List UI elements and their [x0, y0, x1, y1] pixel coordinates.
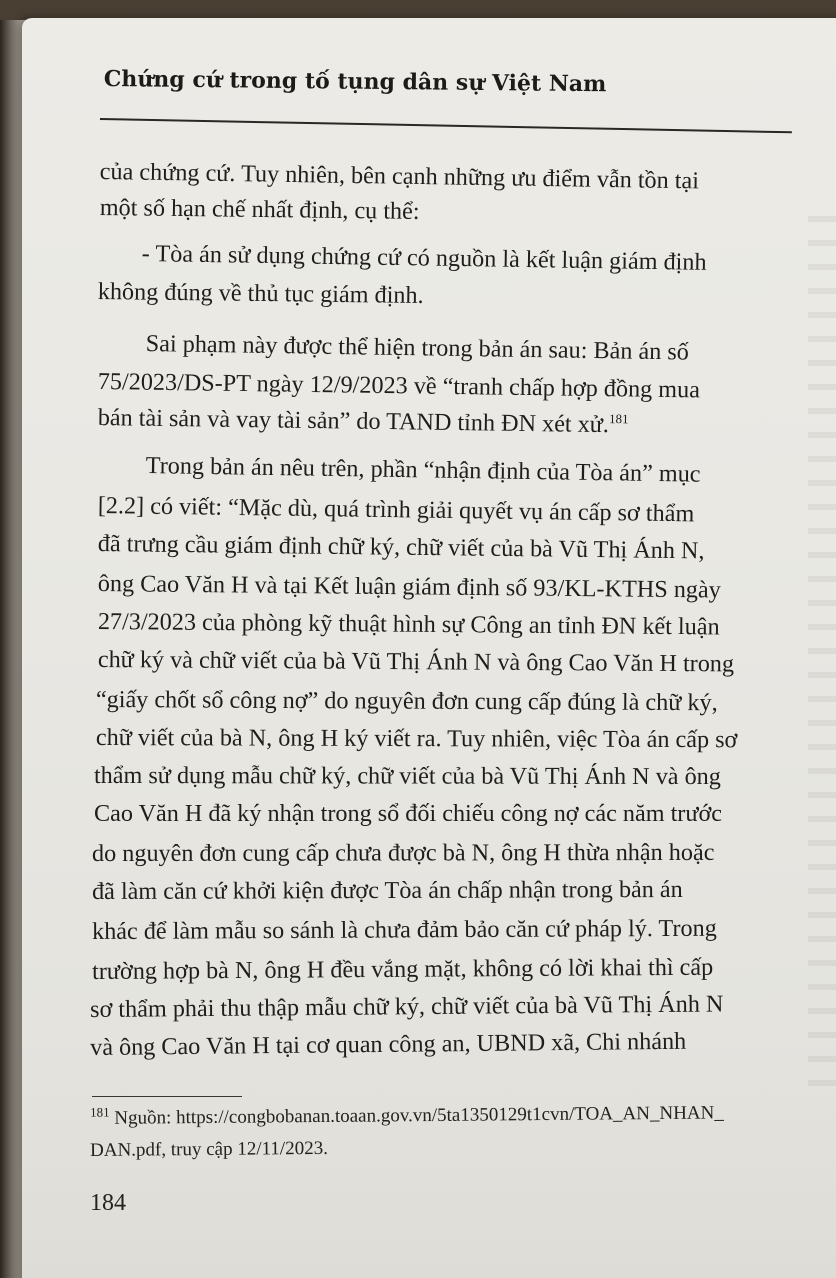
body-line: đã làm căn cứ khởi kiện được Tòa án chấp nhận trong bản án: [92, 875, 683, 905]
body-line: không đúng về thủ tục giám định.: [97, 278, 424, 309]
body-line: sơ thẩm phải thu thập mẫu chữ ký, chữ viết của bà Vũ Thị Ánh N: [90, 990, 724, 1023]
body-line: 27/3/2023 của phòng kỹ thuật hình sự Công an tỉnh ĐN kết luận: [97, 608, 720, 641]
body-line: “giấy chốt sổ công nợ” do nguyên đơn cung cấp đúng là chữ ký,: [95, 686, 718, 717]
body-line: Cao Văn H đã ký nhận trong sổ đối chiếu công nợ các năm trước: [94, 800, 722, 827]
body-line: một số hạn chế nhất định, cụ thể:: [99, 194, 420, 225]
footnote-line-1: $^{181}$ Nguồn: https://congbobanan.toaan.gov.vn/5ta1350129t1cvn/TOA_AN_NHAN_: [89, 1102, 724, 1129]
footnote-number: 181: [89, 1104, 110, 1120]
footnote-line-2: DAN.pdf, truy cập 12/11/2023.: [90, 1137, 329, 1161]
body-line: [2.2] có viết: “Mặc dù, quá trình giải quyết vụ án cấp sơ thẩm: [97, 492, 695, 528]
body-line: do nguyên đơn cung cấp chưa được bà N, ông H thừa nhận hoặc: [92, 838, 715, 867]
body-line: chữ ký và chữ viết của bà Vũ Thị Ánh N và ông Cao Văn H trong: [97, 646, 735, 678]
body-line: 75/2023/DS-PT ngày 12/9/2023 về “tranh chấp hợp đồng mua: [97, 368, 701, 404]
body-line: - Tòa án sử dụng chứng cứ có nguồn là kết luận giám định: [141, 240, 707, 276]
body-line: chữ viết của bà N, ông H ký viết ra. Tuy nhiên, việc Tòa án cấp sơ: [95, 724, 738, 754]
body-line: của chứng cứ. Tuy nhiên, bên cạnh những ưu điểm vẫn tồn tại: [99, 158, 700, 195]
body-line: Sai phạm này được thể hiện trong bản án sau: Bản án số: [145, 330, 690, 366]
footnote-rule: [92, 1096, 242, 1097]
page-number: 184: [90, 1190, 126, 1216]
footnote-ref: 181: [608, 411, 629, 427]
body-line: khác để làm mẫu so sánh là chưa đảm bảo căn cứ pháp lý. Trong: [92, 914, 717, 945]
body-line: Trong bản án nêu trên, phần “nhận định của Tòa án” mục: [145, 452, 701, 488]
body-line: ông Cao Văn H và tại Kết luận giám định số 93/KL-KTHS ngày: [97, 570, 721, 604]
body-line: đã trưng cầu giám định chữ ký, chữ viết của bà Vũ Thị Ánh N,: [97, 530, 705, 565]
body-line: và ông Cao Văn H tại cơ quan công an, UBND xã, Chi nhánh: [90, 1027, 687, 1061]
body-line: bán tài sản và vay tài sản” do TAND tỉnh ĐN xét xử.$^{181}$: [97, 404, 629, 439]
running-header: Chứng cứ trong tố tụng dân sự Việt Nam: [103, 66, 607, 98]
show-through-texture: [808, 198, 836, 1098]
body-line: thẩm sử dụng mẫu chữ ký, chữ viết của bà Vũ Thị Ánh N và ông: [93, 762, 721, 791]
body-line: trường hợp bà N, ông H đều vắng mặt, không có lời khai thì cấp: [92, 953, 714, 985]
